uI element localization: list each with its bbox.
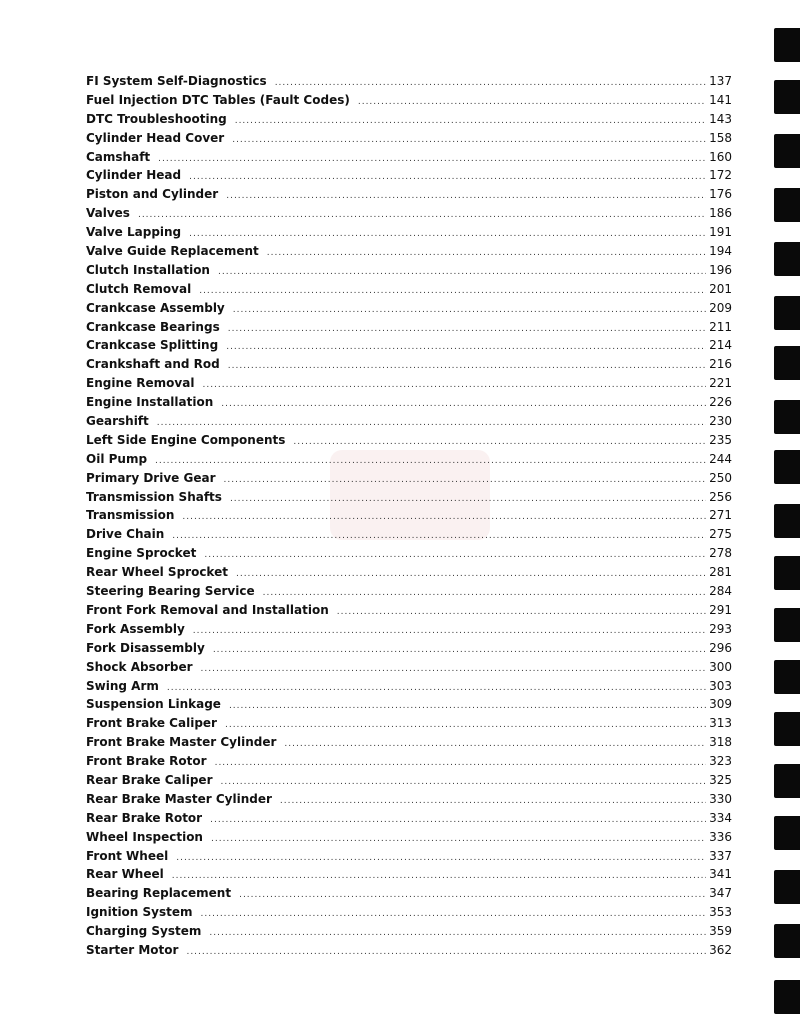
- toc-entry-title: Engine Installation: [86, 395, 214, 410]
- toc-entry-title: Front Brake Master Cylinder: [86, 735, 277, 750]
- toc-entry-page: 271: [709, 508, 732, 523]
- toc-entry-title: Swing Arm: [86, 678, 159, 693]
- toc-dot-leader: [201, 660, 707, 679]
- toc-entry-title: Bearing Replacement: [86, 886, 232, 901]
- toc-entry-page: 201: [709, 281, 732, 296]
- toc-entry[interactable]: [86, 790, 732, 809]
- toc-entry-title: Left Side Engine Components: [86, 432, 286, 447]
- toc-entry-page: 214: [709, 338, 732, 353]
- toc-entry-page: 337: [709, 848, 732, 863]
- toc-entry-title: Rear Wheel: [86, 867, 164, 882]
- toc-entry[interactable]: [86, 544, 732, 563]
- toc-dot-leader: [358, 93, 706, 112]
- index-tab: [774, 296, 800, 330]
- toc-entry-title: Camshaft: [86, 149, 151, 164]
- toc-dot-leader: [226, 187, 706, 206]
- toc-dot-leader: [221, 773, 707, 792]
- toc-entry-page: 347: [709, 886, 732, 901]
- toc-entry[interactable]: [86, 677, 732, 696]
- toc-entry[interactable]: [86, 412, 732, 431]
- index-tab: [774, 608, 800, 642]
- toc-entry-title: Crankshaft and Rod: [86, 357, 220, 372]
- toc-entry[interactable]: [86, 318, 732, 337]
- index-tab: [774, 400, 800, 434]
- toc-dot-leader: [215, 754, 707, 773]
- toc-entry[interactable]: [86, 91, 732, 110]
- toc-entry-page: 281: [709, 565, 732, 580]
- toc-entry-title: Rear Brake Caliper: [86, 772, 213, 787]
- index-tab: [774, 660, 800, 694]
- toc-entry-title: Gearshift: [86, 414, 149, 429]
- toc-entry-title: Front Brake Rotor: [86, 754, 207, 769]
- toc-entry-title: Valve Guide Replacement: [86, 244, 259, 259]
- toc-entry-page: 309: [709, 697, 732, 712]
- index-tab: [774, 504, 800, 538]
- toc-entry-title: Shock Absorber: [86, 659, 193, 674]
- toc-entry-page: 221: [709, 376, 732, 391]
- toc-dot-leader: [225, 716, 706, 735]
- toc-dot-leader: [210, 811, 706, 830]
- toc-entry-page: 323: [709, 754, 732, 769]
- toc-entry-page: 300: [709, 659, 732, 674]
- toc-entry[interactable]: [86, 469, 732, 488]
- toc-entry[interactable]: [86, 922, 732, 941]
- index-tab: [774, 28, 800, 62]
- toc-entry[interactable]: [86, 752, 732, 771]
- toc-entry-page: 176: [709, 187, 732, 202]
- toc-dot-leader: [202, 376, 706, 395]
- toc-entry-title: Steering Bearing Service: [86, 584, 255, 599]
- toc-entry-page: 318: [709, 735, 732, 750]
- toc-entry-page: 209: [709, 300, 732, 315]
- toc-dot-leader: [211, 830, 706, 849]
- toc-entry[interactable]: [86, 280, 732, 299]
- index-tab: [774, 450, 800, 484]
- toc-entry[interactable]: [86, 488, 732, 507]
- toc-entry-title: DTC Troubleshooting: [86, 111, 227, 126]
- toc-dot-leader: [176, 849, 706, 868]
- toc-entry-page: 341: [709, 867, 732, 882]
- toc-entry-title: Charging System: [86, 924, 202, 939]
- toc-entry-title: Drive Chain: [86, 527, 165, 542]
- toc-dot-leader: [155, 452, 706, 471]
- toc-entry[interactable]: [86, 450, 732, 469]
- toc-entry-page: 359: [709, 924, 732, 939]
- toc-entry[interactable]: [86, 204, 732, 223]
- toc-entry-page: 256: [709, 489, 732, 504]
- toc-entry-title: Transmission Shafts: [86, 489, 222, 504]
- toc-entry-page: 158: [709, 130, 732, 145]
- toc-entry-title: Crankcase Assembly: [86, 300, 225, 315]
- toc-entry-page: 230: [709, 414, 732, 429]
- toc-entry[interactable]: [86, 714, 732, 733]
- toc-entry-title: Front Brake Caliper: [86, 716, 217, 731]
- toc-entry-page: 278: [709, 546, 732, 561]
- toc-entry[interactable]: [86, 771, 732, 790]
- index-tab: [774, 242, 800, 276]
- toc-entry[interactable]: [86, 374, 732, 393]
- toc-dot-leader: [267, 244, 706, 263]
- toc-entry[interactable]: [86, 223, 732, 242]
- toc-entry-title: Oil Pump: [86, 451, 148, 466]
- toc-dot-leader: [172, 527, 706, 546]
- toc-entry-title: Starter Motor: [86, 942, 179, 957]
- toc-entry-title: Cylinder Head: [86, 168, 182, 183]
- toc-entry-title: Clutch Removal: [86, 281, 192, 296]
- table-of-contents: [86, 72, 732, 960]
- toc-dot-leader: [229, 697, 706, 716]
- toc-entry-title: Valve Lapping: [86, 225, 182, 240]
- toc-entry[interactable]: [86, 695, 732, 714]
- toc-dot-leader: [223, 471, 706, 490]
- toc-entry-page: 250: [709, 470, 732, 485]
- index-tab: [774, 80, 800, 114]
- toc-entry-title: Fork Disassembly: [86, 640, 205, 655]
- toc-entry[interactable]: [86, 506, 732, 525]
- toc-dot-leader: [233, 301, 706, 320]
- toc-entry-title: Ignition System: [86, 905, 193, 920]
- toc-entry-page: 172: [709, 168, 732, 183]
- toc-dot-leader: [228, 357, 706, 376]
- toc-entry-title: Fork Assembly: [86, 621, 185, 636]
- toc-entry[interactable]: [86, 110, 732, 129]
- toc-dot-leader: [186, 943, 706, 962]
- toc-entry[interactable]: [86, 393, 732, 412]
- toc-entry[interactable]: [86, 299, 732, 318]
- toc-entry-title: Clutch Installation: [86, 262, 210, 277]
- toc-entry-title: Front Fork Removal and Installation: [86, 602, 329, 617]
- index-tab: [774, 764, 800, 798]
- toc-dot-leader: [221, 395, 706, 414]
- toc-dot-leader: [138, 206, 706, 225]
- toc-entry[interactable]: [86, 639, 732, 658]
- toc-entry[interactable]: [86, 582, 732, 601]
- toc-dot-leader: [239, 886, 706, 905]
- toc-dot-leader: [213, 641, 706, 660]
- toc-entry[interactable]: [86, 847, 732, 866]
- toc-dot-leader: [201, 905, 707, 924]
- toc-entry[interactable]: [86, 355, 732, 374]
- toc-entry-page: 216: [709, 357, 732, 372]
- toc-entry[interactable]: [86, 620, 732, 639]
- toc-entry-page: 191: [709, 225, 732, 240]
- toc-entry-title: Piston and Cylinder: [86, 187, 219, 202]
- toc-entry-title: Rear Brake Rotor: [86, 810, 203, 825]
- toc-entry-page: 194: [709, 244, 732, 259]
- toc-entry-title: Wheel Inspection: [86, 829, 203, 844]
- toc-entry-page: 296: [709, 640, 732, 655]
- toc-entry-title: Cylinder Head Cover: [86, 130, 225, 145]
- toc-entry-page: 143: [709, 111, 732, 126]
- index-tab: [774, 870, 800, 904]
- toc-entry-title: Suspension Linkage: [86, 697, 221, 712]
- toc-entry[interactable]: [86, 72, 732, 91]
- toc-entry-title: Rear Brake Master Cylinder: [86, 791, 272, 806]
- toc-entry[interactable]: [86, 129, 732, 148]
- toc-dot-leader: [280, 792, 706, 811]
- toc-entry-title: Engine Sprocket: [86, 546, 197, 561]
- toc-dot-leader: [204, 546, 706, 565]
- toc-entry-title: Front Wheel: [86, 848, 169, 863]
- toc-entry[interactable]: [86, 658, 732, 677]
- toc-entry-page: 211: [709, 319, 732, 334]
- toc-entry-page: 275: [709, 527, 732, 542]
- toc-entry-page: 303: [709, 678, 732, 693]
- toc-dot-leader: [236, 565, 706, 584]
- toc-dot-leader: [193, 622, 706, 641]
- toc-entry[interactable]: [86, 884, 732, 903]
- toc-entry[interactable]: [86, 242, 732, 261]
- toc-entry-page: 325: [709, 772, 732, 787]
- toc-entry-title: Transmission: [86, 508, 175, 523]
- toc-dot-leader: [218, 263, 706, 282]
- toc-entry-page: 291: [709, 602, 732, 617]
- index-tab: [774, 712, 800, 746]
- toc-entry-page: 293: [709, 621, 732, 636]
- index-tab: [774, 188, 800, 222]
- toc-entry-title: Rear Wheel Sprocket: [86, 565, 228, 580]
- toc-entry[interactable]: [86, 563, 732, 582]
- toc-entry[interactable]: [86, 733, 732, 752]
- toc-dot-leader: [232, 131, 706, 150]
- toc-dot-leader: [172, 867, 706, 886]
- toc-entry-page: 313: [709, 716, 732, 731]
- toc-entry-page: 334: [709, 810, 732, 825]
- toc-entry-title: Crankcase Bearings: [86, 319, 220, 334]
- toc-entry[interactable]: [86, 166, 732, 185]
- section-index-tabs: [760, 0, 800, 1035]
- toc-entry-title: Valves: [86, 206, 130, 221]
- toc-entry[interactable]: [86, 148, 732, 167]
- toc-entry-page: 362: [709, 942, 732, 957]
- toc-entry[interactable]: [86, 431, 732, 450]
- toc-entry-page: 186: [709, 206, 732, 221]
- toc-dot-leader: [226, 338, 706, 357]
- toc-dot-leader: [199, 282, 706, 301]
- toc-entry[interactable]: [86, 865, 732, 884]
- toc-entry[interactable]: [86, 336, 732, 355]
- toc-entry-title: Fuel Injection DTC Tables (Fault Codes): [86, 92, 350, 107]
- toc-dot-leader: [284, 735, 706, 754]
- toc-entry-page: 137: [709, 74, 732, 88]
- toc-entry-page: 235: [709, 432, 732, 447]
- toc-entry-title: Crankcase Splitting: [86, 338, 219, 353]
- toc-entry-page: 284: [709, 584, 732, 599]
- toc-entry-title: Primary Drive Gear: [86, 470, 216, 485]
- toc-entry[interactable]: [86, 809, 732, 828]
- index-tab: [774, 924, 800, 958]
- toc-entry[interactable]: [86, 601, 732, 620]
- index-tab: [774, 346, 800, 380]
- toc-entry-page: 141: [709, 92, 732, 107]
- toc-dot-leader: [230, 490, 706, 509]
- toc-entry-page: 160: [709, 149, 732, 164]
- toc-entry[interactable]: [86, 261, 732, 280]
- toc-entry[interactable]: [86, 185, 732, 204]
- toc-dot-leader: [182, 508, 706, 527]
- toc-dot-leader: [293, 433, 706, 452]
- toc-dot-leader: [189, 168, 706, 187]
- toc-dot-leader: [228, 320, 706, 339]
- index-tab: [774, 980, 800, 1014]
- toc-entry-page: 226: [709, 395, 732, 410]
- toc-entry-page: 330: [709, 791, 732, 806]
- toc-entry-page: 353: [709, 905, 732, 920]
- toc-dot-leader: [167, 679, 706, 698]
- toc-entry-title: FI System Self-Diagnostics: [86, 74, 267, 88]
- toc-dot-leader: [209, 924, 706, 943]
- toc-entry[interactable]: [86, 903, 732, 922]
- toc-entry-title: Engine Removal: [86, 376, 195, 391]
- toc-entry-page: 244: [709, 451, 732, 466]
- toc-entry-page: 336: [709, 829, 732, 844]
- toc-entry[interactable]: [86, 828, 732, 847]
- index-tab: [774, 134, 800, 168]
- index-tab: [774, 816, 800, 850]
- index-tab: [774, 556, 800, 590]
- toc-entry-page: 196: [709, 262, 732, 277]
- toc-dot-leader: [337, 603, 706, 622]
- toc-dot-leader: [158, 150, 706, 169]
- toc-entry[interactable]: [86, 525, 732, 544]
- toc-dot-leader: [235, 112, 706, 131]
- toc-entry[interactable]: [86, 941, 732, 960]
